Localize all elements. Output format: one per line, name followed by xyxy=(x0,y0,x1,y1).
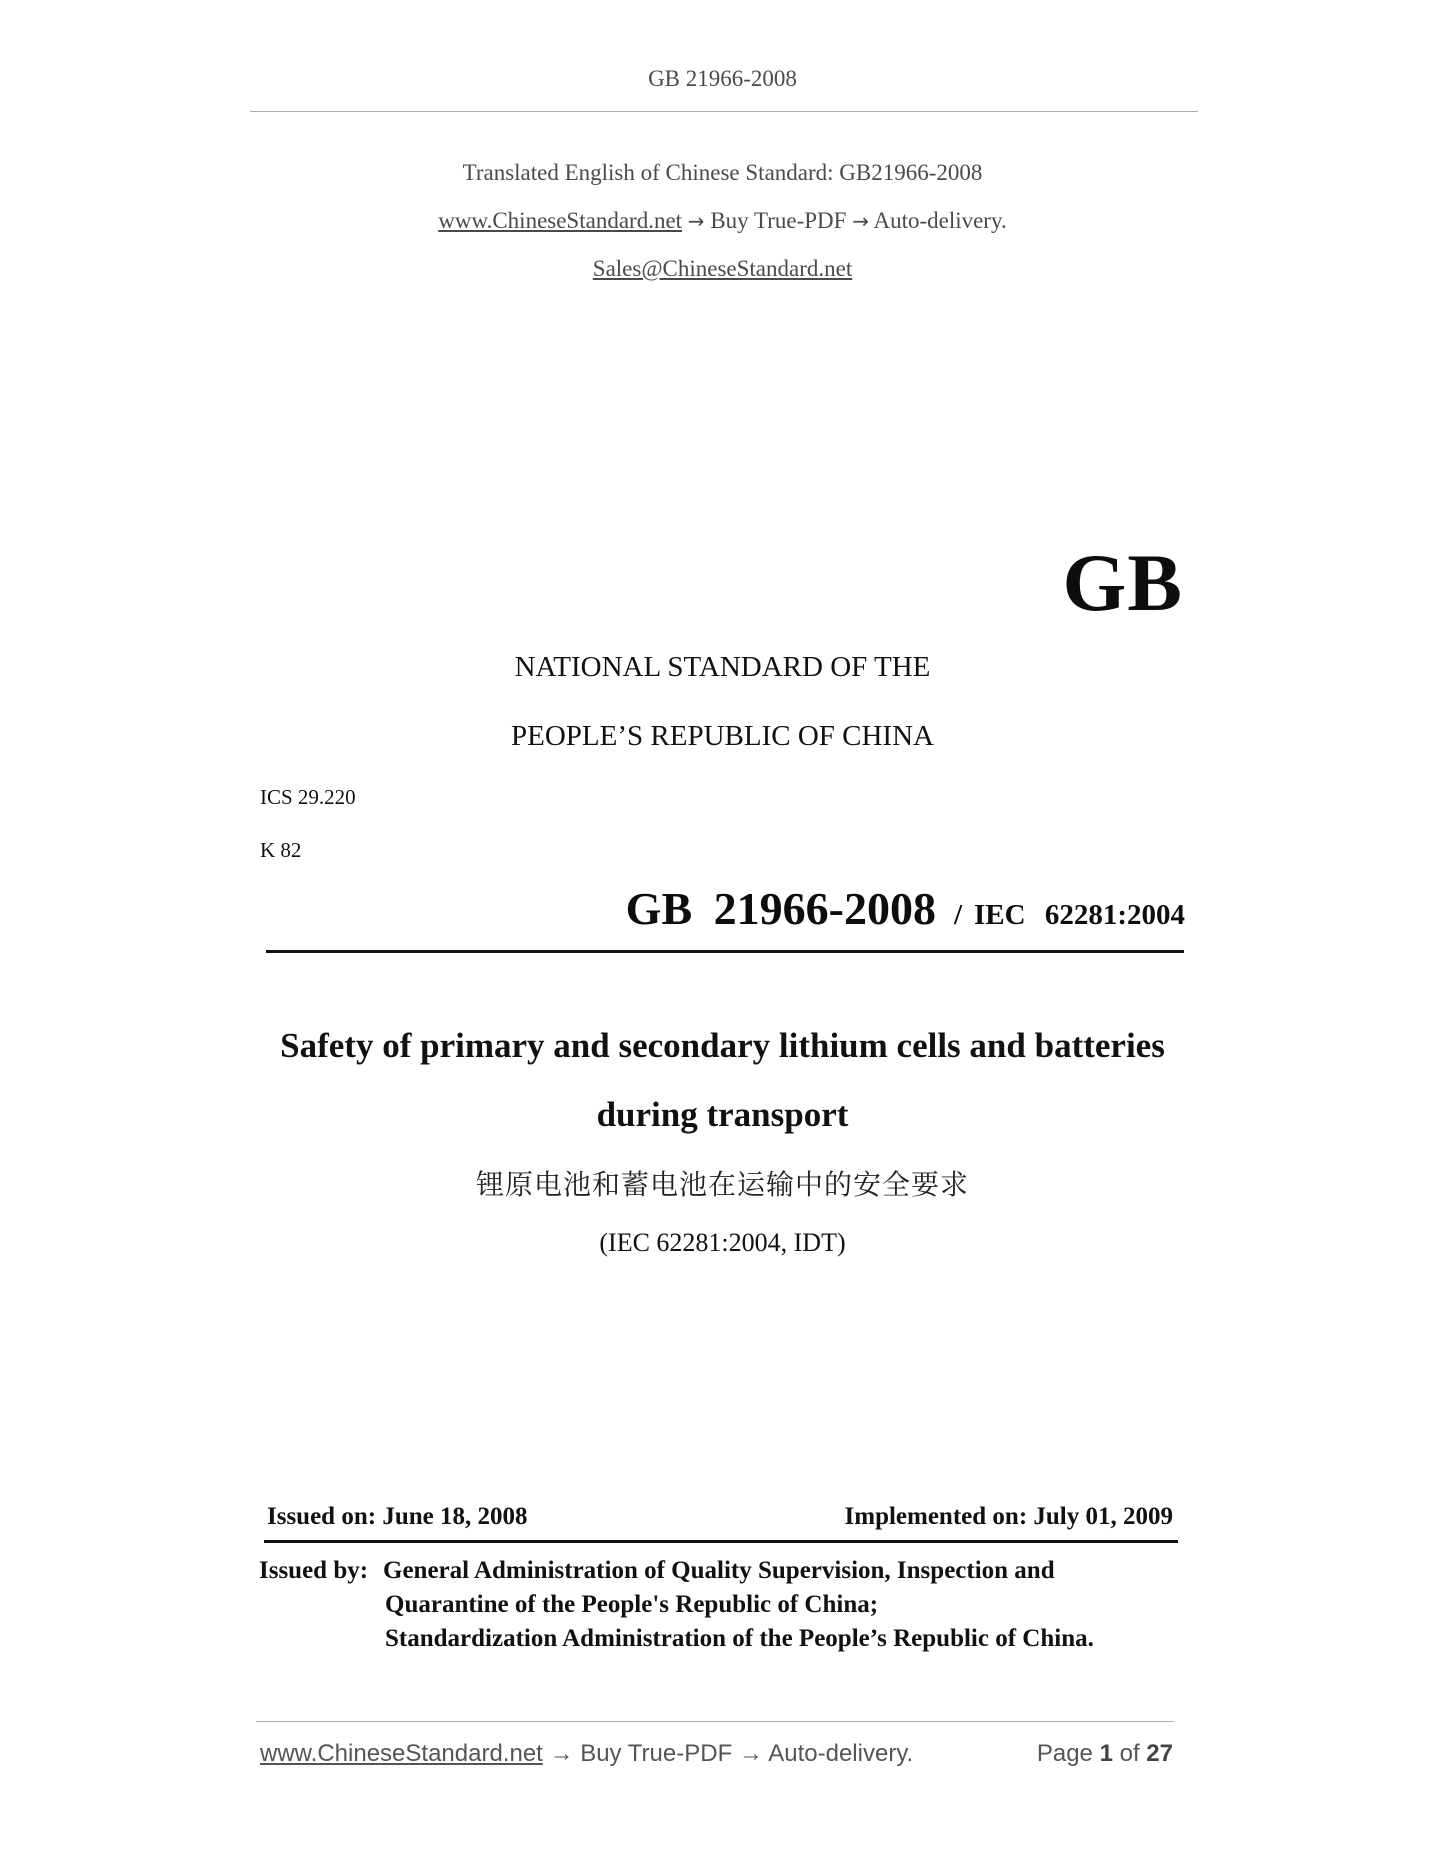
title-chinese: 锂原电池和蓄电池在运输中的安全要求 xyxy=(475,1168,969,1201)
iec-number: IEC 62281:2004 xyxy=(974,899,1185,931)
arrow-right-icon: → xyxy=(687,209,705,233)
translation-notice: Translated English of Chinese Standard: GB21966-2008 xyxy=(462,160,983,185)
page-current: 1 xyxy=(1099,1740,1113,1767)
adoption-note: (IEC 62281:2004, IDT) xyxy=(599,1228,846,1257)
title-divider xyxy=(266,950,1184,953)
delivery-text: Auto-delivery. xyxy=(873,208,1007,233)
title-english-line-2: during transport xyxy=(596,1095,849,1134)
email-line xyxy=(0,256,1445,282)
issued-on-date: Issued on: June 18, 2008 xyxy=(267,1503,528,1530)
gb-mark: GB xyxy=(1062,537,1183,628)
site-link[interactable]: www.ChineseStandard.net xyxy=(438,208,683,233)
purchase-notice xyxy=(0,208,1445,234)
page-total: 27 xyxy=(1146,1740,1173,1767)
issuer-line-3: Standardization Administration of the People’s Republic of China. xyxy=(385,1625,1094,1652)
arrow-right-icon: → xyxy=(738,1740,763,1767)
arrow-right-icon: → xyxy=(852,209,869,233)
footer-buy-text: Buy True-PDF xyxy=(580,1740,733,1767)
footer-purchase-notice xyxy=(260,1740,913,1768)
national-standard-line-1: NATIONAL STANDARD OF THE xyxy=(514,651,931,683)
arrow-right-icon: → xyxy=(549,1740,574,1767)
sales-email-link[interactable]: Sales@ChineseStandard.net xyxy=(592,256,853,281)
issuer-line-2: Quarantine of the People's Republic of China; xyxy=(385,1591,879,1618)
standard-number: GB 21966-2008 xyxy=(625,883,936,934)
page-label: Page xyxy=(1036,1740,1093,1767)
buy-text: Buy True-PDF xyxy=(710,208,847,233)
ics-code: ICS 29.220 xyxy=(260,785,356,809)
issuer-line-1: General Administration of Quality Supervision, Inspection and xyxy=(383,1557,1055,1584)
separator: / xyxy=(953,899,963,931)
dates-divider xyxy=(264,1540,1178,1543)
standard-number-row xyxy=(626,882,1185,935)
page-of-label: of xyxy=(1119,1740,1140,1767)
page-indicator xyxy=(1037,1740,1173,1768)
classification-code: K 82 xyxy=(260,838,302,862)
issued-by-label: Issued by: xyxy=(259,1557,369,1584)
footer-site-link[interactable]: www.ChineseStandard.net xyxy=(260,1740,543,1767)
running-header: GB 21966-2008 xyxy=(648,66,797,91)
implemented-on-date: Implemented on: July 01, 2009 xyxy=(844,1503,1173,1530)
footer-divider xyxy=(256,1721,1174,1722)
title-english-line-1: Safety of primary and secondary lithium cells and batteries xyxy=(280,1026,1165,1065)
national-standard-line-2: PEOPLE’S REPUBLIC OF CHINA xyxy=(511,720,934,752)
header-divider xyxy=(250,111,1198,112)
footer-delivery-text: Auto-delivery. xyxy=(768,1740,914,1767)
